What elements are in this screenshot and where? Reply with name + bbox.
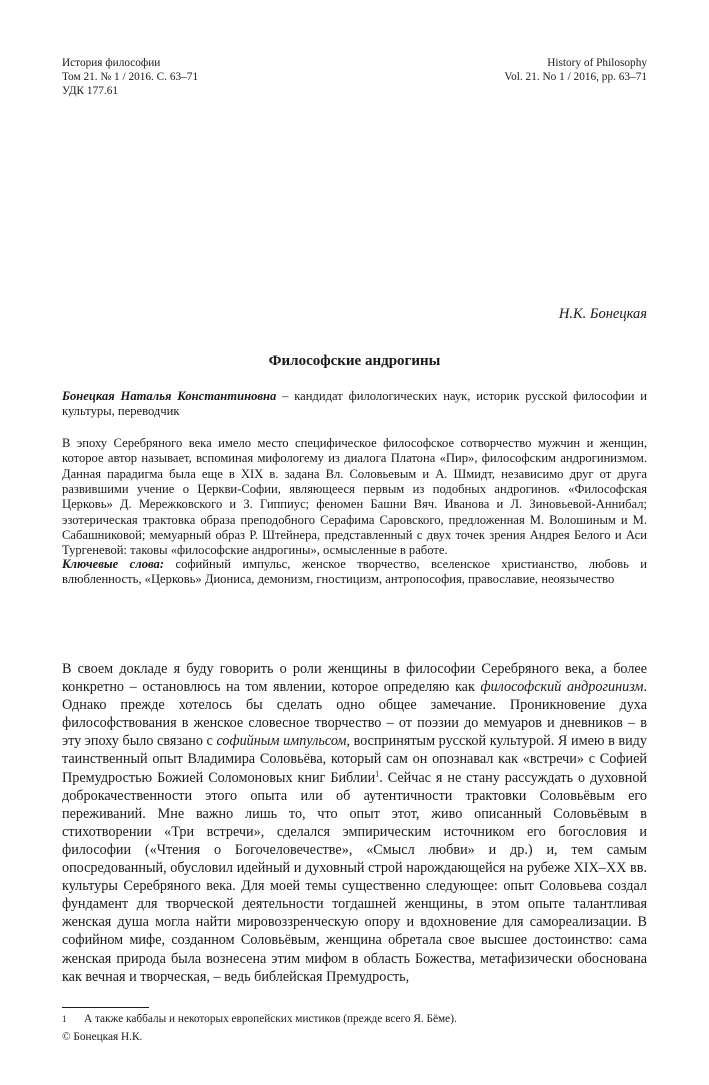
- body-text: [62, 660, 647, 986]
- article-title: Философские андрогины: [268, 353, 441, 369]
- affiliation-name: Бонецкая Наталья Константиновна: [62, 389, 277, 403]
- journal-name-ru: История философии: [62, 57, 161, 69]
- abstract: В эпоху Серебряного века имело место специфическое философское сотворчество мужчин и женщин, которое автор называет, вспоминая мифологему из диалога Платона «Пир», философским андрогинизмом. Данная парадигма была еще в XIX в. задана Вл. Соловьевым и А. Шмидт, независимо друг от друга развившими учение о Церкви-Софии, являющееся первым из подобных андрогинов. «Философская Церковь» Д. Мережковского и З. Гиппиус; феномен Башни Вяч. Иванова и Л. Зиновьевой-Аннибал; эзотерическая трактовка образа преподобного Серафима Саровского, предложенная М. Волошиным и М. Сабашниковой; мемуарный образ Р. Штейнера, представленный с двух точек зрения Андрея Белого и Аси Тургеневой: таковы «философские андрогины», осмысленные в работе.: [62, 436, 647, 558]
- keywords-text: софийный импульс, женское творчество, вселенское христианство, любовь и влюбленность, «Церковь» Диониса, демонизм, гностицизм, антропософия, православие, неоязычество: [62, 557, 648, 587]
- author-affiliation: [62, 389, 647, 420]
- body-text-part: . Сейчас я не стану рассуждать о духовной доброкачественности этого опыта или об аутентичности трактовки Соловьёвым его переживаний. Мне важно лишь то, что опыт этот, живо описанный Соловьёвым в стихотворении «Три встречи», сделался эмпирическим источником его богословия и философии («Чтения о Богочеловечестве», «Смысл любви» и др.) и, тем самым опосредованный, обусловил идейный и духовный строй нарождающейся на рубеже XIX–XX вв. культуры Серебряного века. Для моей темы существенно следующее: опыт Соловьева создал фундамент для творческой деятельности тогдашней женщины, в этом опыте талантливая женская душа могла найти мировоззренческую опору и вдохновение для самореализации. В софийном мифе, созданном Соловьёвым, женщина обретала свое высшее достоинство: сама женская природа была вознесена этим мифом в область Божества, метафизически обоснована как вечная и творческая, – ведь библейская Премудрость,: [62, 769, 648, 985]
- copyright: © Бонецкая Н.К.: [62, 1031, 143, 1043]
- body-text-part: , воспринятым русской культурой. Я имею в виду таинственный опыт Владимира Соловьёва, который сам он опознавал как «встречи» с Софией Премудростью Божией Соломоновых книг Библии: [62, 733, 647, 786]
- footnote-text: А также каббалы и некоторых европейских мистиков (прежде всего Я. Бёме).: [84, 1013, 457, 1025]
- footnote: [62, 1012, 457, 1026]
- body-text-part: . Однако прежде хотелось бы сделать одно общее замечание. Проникновение духа философствования в женское словесное творчество – от поэзии до мемуаров и дневников – в эту эпоху было связано с: [62, 679, 648, 750]
- journal-name-en: History of Philosophy: [547, 57, 647, 69]
- author-name: Н.К. Бонецкая: [558, 306, 647, 322]
- footnote-divider: [62, 1007, 149, 1008]
- keywords-label: Ключевые слова:: [62, 557, 165, 571]
- keywords: [62, 557, 647, 588]
- journal-issue-en: Vol. 21. No 1 / 2016, pp. 63–71: [504, 71, 647, 83]
- body-emphasis: философский андрогинизм: [480, 679, 644, 696]
- footnote-mark: 1: [62, 1014, 67, 1024]
- journal-issue-ru: Том 21. № 1 / 2016. С. 63–71: [62, 71, 199, 83]
- journal-header-right: [504, 56, 647, 84]
- footnote-reference[interactable]: 1: [375, 768, 380, 778]
- journal-header-left: [62, 56, 198, 98]
- body-text-part: В своем докладе я буду говорить о роли женщины в философии Серебряного века, а более конкретно – остановлюсь на том явлении, которое определяю как: [62, 661, 647, 696]
- body-emphasis: софийным импульсом: [216, 733, 347, 750]
- udc-code: УДК 177.61: [62, 85, 118, 97]
- affiliation-text: – кандидат филологических наук, историк русской философии и культуры, переводчик: [62, 389, 647, 419]
